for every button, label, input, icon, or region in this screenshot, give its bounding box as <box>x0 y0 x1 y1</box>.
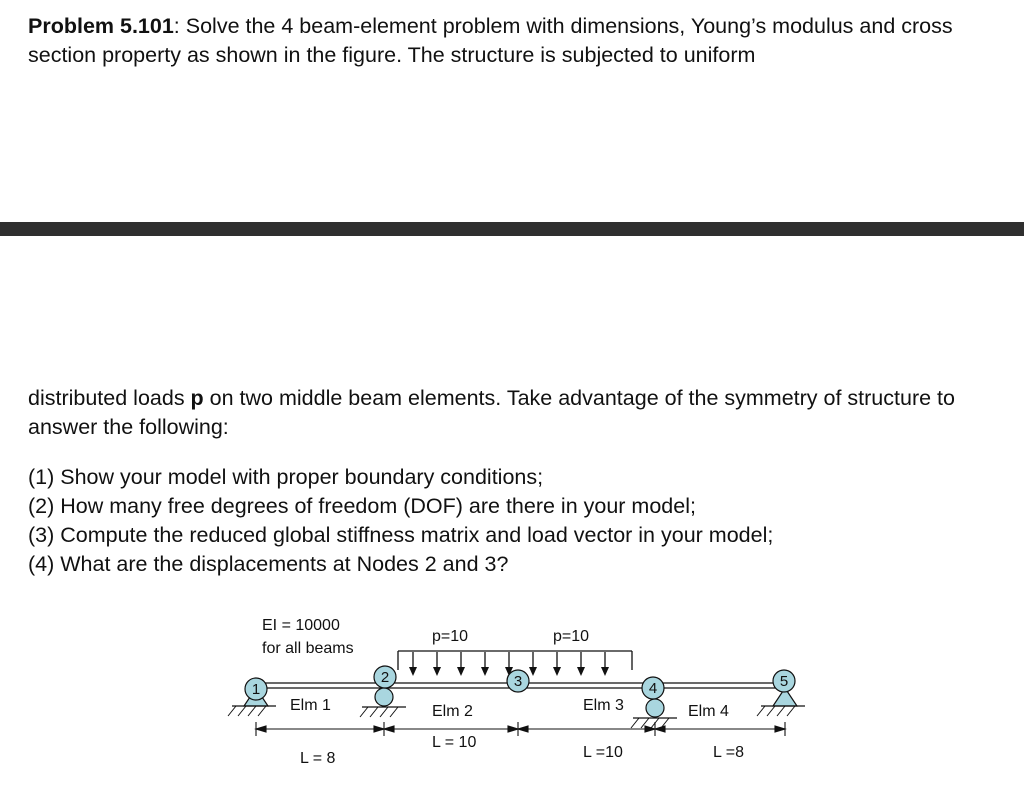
ei-label: EI = 10000 <box>262 617 340 634</box>
load-arrow-head <box>553 667 561 676</box>
question-item: (3) Compute the reduced global stiffness matrix and load vector in your model; <box>28 523 774 547</box>
svg-text:3: 3 <box>513 673 523 690</box>
element-label-1: Elm 1 <box>290 697 331 714</box>
ei-note: for all beams <box>262 640 354 657</box>
load-label-left: p=10 <box>432 628 469 645</box>
node-4 <box>642 677 664 699</box>
node-5 <box>773 670 795 692</box>
element-label-4: Elm 4 <box>688 703 729 720</box>
dimension-lines <box>256 722 785 736</box>
load-label-right: p=10 <box>553 628 590 645</box>
load-arrow-head <box>457 667 465 676</box>
question-item: (4) What are the displacements at Nodes 2 and 3? <box>28 552 509 576</box>
support-roller-node-2 <box>360 688 406 717</box>
node-2 <box>374 666 396 688</box>
question-item: (2) How many free degrees of freedom (DOF) are there in your model; <box>28 494 696 518</box>
element-label-3: Elm 3 <box>583 697 624 714</box>
length-label-1: L = 8 <box>300 750 336 767</box>
load-arrow-head <box>481 667 489 676</box>
node-1 <box>245 678 267 700</box>
load-arrow-head <box>433 667 441 676</box>
support-roller-node-4 <box>631 699 677 728</box>
svg-text:1: 1 <box>251 681 261 698</box>
length-label-2: L = 10 <box>432 734 477 751</box>
load-arrow-head <box>577 667 585 676</box>
load-arrow-head <box>601 667 609 676</box>
length-label-4: L =8 <box>713 744 744 761</box>
svg-text:5: 5 <box>779 673 789 690</box>
svg-text:4: 4 <box>648 680 658 697</box>
element-label-2: Elm 2 <box>432 703 473 720</box>
length-label-3: L =10 <box>583 744 623 761</box>
svg-text:2: 2 <box>380 669 390 686</box>
continuation-text-a: distributed loads <box>28 386 191 410</box>
problem-intro-text: : Solve the 4 beam-element problem with dimensions, Young’s modulus and cross section property as shown in the figure. The structure is subjected to uniform <box>28 14 953 67</box>
problem-number: Problem 5.101 <box>28 14 174 38</box>
load-symbol: p <box>190 386 204 410</box>
question-item: (1) Show your model with proper boundary conditions; <box>28 465 544 489</box>
node-3 <box>507 670 529 692</box>
continuation-text-b: on two middle beam elements. Take advantage of the symmetry of structure to answer the following: <box>28 386 955 439</box>
load-arrow-head <box>409 667 417 676</box>
load-arrow-head <box>529 667 537 676</box>
